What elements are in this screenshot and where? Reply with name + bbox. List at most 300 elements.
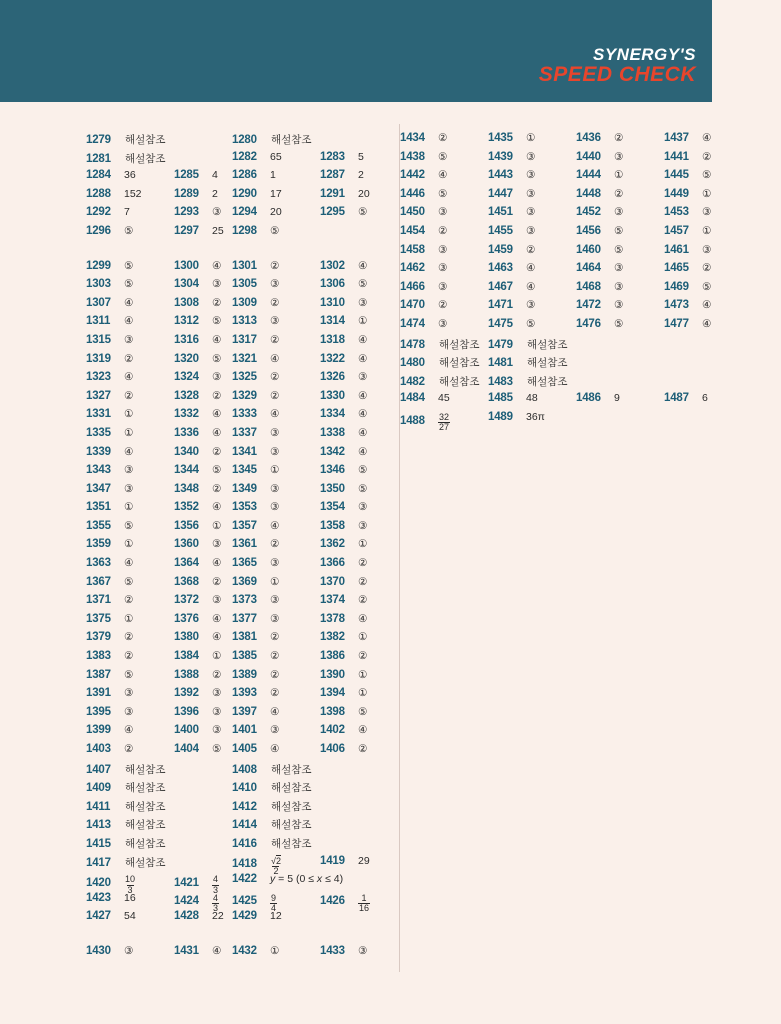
- answer-row: [232, 687, 408, 706]
- answer-cell: [320, 151, 408, 163]
- question-number: 1342: [320, 445, 345, 458]
- answer-value: ③: [212, 705, 222, 718]
- question-number: 1445: [664, 169, 689, 182]
- answer-cell: [320, 334, 408, 346]
- answer-cell: [400, 392, 488, 404]
- answer-cell: [488, 411, 576, 423]
- question-number: 1485: [488, 392, 513, 405]
- answer-cell: [232, 650, 320, 662]
- answer-value: ③: [124, 705, 134, 718]
- answer-cell: [86, 873, 174, 893]
- answer-value: ④: [124, 315, 134, 328]
- answer-cell: [400, 132, 488, 144]
- question-number: 1402: [320, 724, 345, 737]
- answer-value: 2: [212, 187, 218, 200]
- question-number: 1290: [232, 187, 257, 200]
- answer-value: 36: [124, 169, 136, 182]
- answer-value: 45: [438, 392, 450, 405]
- answer-cell: [400, 262, 488, 274]
- answer-value: ③: [526, 150, 536, 163]
- question-number: 1314: [320, 315, 345, 328]
- answer-value: ②: [124, 743, 134, 755]
- question-number: 1431: [174, 944, 199, 957]
- question-number: 1480: [400, 357, 425, 370]
- answer-value: ⑤: [702, 280, 712, 293]
- answer-value: $\frac{√2}{2}$: [271, 855, 281, 876]
- answer-cell: [86, 650, 174, 662]
- question-number: 1304: [174, 278, 199, 291]
- answer-row: [232, 799, 408, 818]
- answer-cell: [232, 169, 320, 181]
- answer-cell: [232, 743, 320, 755]
- question-number: 1352: [174, 501, 199, 514]
- answer-value: ①: [124, 408, 134, 421]
- question-number: 1478: [400, 338, 425, 351]
- answer-cell: [232, 446, 320, 458]
- answer-cell: [86, 594, 174, 606]
- question-number: 1301: [232, 259, 257, 272]
- answer-row: [400, 410, 752, 433]
- question-number: 1335: [86, 426, 111, 439]
- answer-cell: [576, 132, 664, 144]
- answer-cell: [232, 817, 320, 832]
- answer-cell: [488, 188, 576, 200]
- answer-value: ②: [270, 538, 280, 551]
- answer-cell: [86, 799, 174, 814]
- question-number: 1283: [320, 150, 345, 163]
- question-number: 1325: [232, 371, 257, 384]
- question-number: 1467: [488, 280, 513, 293]
- question-number: 1379: [86, 631, 111, 644]
- answer-value: ②: [270, 259, 280, 272]
- answer-row: [400, 188, 752, 207]
- question-number: 1351: [86, 501, 111, 514]
- question-number: 1419: [320, 854, 345, 867]
- answer-cell: [664, 299, 752, 311]
- answer-cell: [86, 836, 174, 851]
- question-number: 1389: [232, 668, 257, 681]
- answer-value: 54: [124, 910, 136, 923]
- answer-row: [232, 427, 408, 446]
- answer-cell: [320, 169, 408, 181]
- answer-value: ⑤: [124, 224, 134, 237]
- question-number: 1353: [232, 501, 257, 514]
- question-number: 1341: [232, 445, 257, 458]
- question-number: 1318: [320, 333, 345, 346]
- answer-value: 해설참조: [271, 782, 312, 795]
- question-number: 1329: [232, 389, 257, 402]
- question-number: 1383: [86, 650, 111, 663]
- answer-row: [232, 520, 408, 539]
- answer-row: [232, 483, 408, 502]
- question-number: 1296: [86, 224, 111, 237]
- question-number: 1377: [232, 612, 257, 625]
- answer-cell: [576, 262, 664, 274]
- question-number: 1443: [488, 169, 513, 182]
- question-number: 1488: [400, 414, 425, 427]
- answer-cell: [232, 724, 320, 736]
- question-number: 1378: [320, 612, 345, 625]
- answer-cell: [320, 557, 408, 569]
- answer-cell: [576, 244, 664, 256]
- answer-row: [400, 337, 752, 356]
- answer-value: 48: [526, 392, 538, 405]
- answer-value: ③: [270, 501, 280, 514]
- question-number: 1412: [232, 800, 257, 813]
- answer-value: 152: [124, 187, 142, 200]
- answer-value: ⑤: [614, 224, 624, 237]
- answer-value: ③: [212, 687, 222, 700]
- question-number: 1324: [174, 371, 199, 384]
- answer-row: [400, 374, 752, 393]
- answer-cell: [400, 169, 488, 181]
- answer-row: [232, 780, 408, 799]
- question-number: 1428: [174, 910, 199, 923]
- question-number: 1437: [664, 132, 689, 144]
- question-number: 1362: [320, 538, 345, 551]
- question-number: 1354: [320, 501, 345, 514]
- answer-cell: [320, 576, 408, 588]
- answer-cell: [488, 206, 576, 218]
- answer-value: ②: [270, 389, 280, 402]
- question-number: 1323: [86, 371, 111, 384]
- answer-value: ④: [270, 705, 280, 718]
- answer-row: [232, 390, 408, 409]
- question-number: 1444: [576, 169, 601, 182]
- question-number: 1429: [232, 910, 257, 923]
- question-number: 1311: [86, 315, 111, 328]
- answer-row: [232, 706, 408, 725]
- question-number: 1343: [86, 464, 111, 477]
- answer-cell: [576, 169, 664, 181]
- question-number: 1317: [232, 333, 257, 346]
- question-number: 1372: [174, 594, 199, 607]
- question-number: 1446: [400, 187, 425, 200]
- question-number: 1471: [488, 299, 513, 312]
- answer-value: ④: [212, 631, 222, 644]
- answer-value: $\frac{4}{3}$: [213, 874, 219, 895]
- question-number: 1465: [664, 262, 689, 275]
- answer-value: ③: [270, 426, 280, 439]
- answer-value: ④: [212, 333, 222, 346]
- answer-value: ④: [438, 169, 448, 182]
- answer-cell: [664, 169, 752, 181]
- answer-cell: [232, 464, 320, 476]
- answer-value: ⑤: [358, 206, 368, 219]
- answer-value: 해설참조: [125, 819, 166, 832]
- question-number: 1438: [400, 150, 425, 163]
- question-number: 1454: [400, 224, 425, 237]
- answer-value: 해설참조: [527, 338, 568, 351]
- answer-value: 25: [212, 224, 224, 237]
- answer-value: ②: [438, 299, 448, 312]
- answer-value: ②: [212, 296, 222, 309]
- question-number: 1396: [174, 705, 199, 718]
- answer-row: [232, 297, 408, 316]
- answer-cell: [86, 464, 174, 476]
- answer-cell: [86, 169, 174, 181]
- answer-value: ③: [358, 371, 368, 384]
- question-number: 1447: [488, 187, 513, 200]
- question-number: 1472: [576, 299, 601, 312]
- answer-row: [232, 188, 408, 207]
- question-number: 1414: [232, 819, 257, 832]
- question-number: 1346: [320, 464, 345, 477]
- answer-value: ③: [212, 538, 222, 551]
- answer-cell: [576, 281, 664, 293]
- question-number: 1279: [86, 134, 111, 146]
- answer-cell: [232, 408, 320, 420]
- answer-value: ③: [438, 243, 448, 256]
- answer-value: ③: [124, 482, 134, 495]
- question-number: 1395: [86, 705, 111, 718]
- answer-cell: [320, 706, 408, 718]
- answer-value: ④: [358, 259, 368, 272]
- question-number: 1367: [86, 575, 111, 588]
- answer-cell: [664, 188, 752, 200]
- answer-value: ④: [358, 352, 368, 365]
- answer-row: [400, 244, 752, 263]
- answer-value: ④: [124, 445, 134, 458]
- answer-cell: [320, 613, 408, 625]
- question-number: 1482: [400, 375, 425, 388]
- answer-value: ①: [358, 631, 368, 644]
- answer-cell: [320, 743, 408, 755]
- answer-cell: [86, 353, 174, 365]
- answer-value: ②: [124, 650, 134, 663]
- question-number: 1404: [174, 743, 199, 755]
- answer-value: 2: [358, 169, 364, 182]
- answer-value: ④: [358, 408, 368, 421]
- answer-cell: [576, 225, 664, 237]
- answer-value: 해설참조: [125, 856, 166, 869]
- answer-row: [400, 151, 752, 170]
- answer-cell: [86, 576, 174, 588]
- answer-cell: [232, 945, 320, 957]
- answer-value: 5: [358, 150, 364, 163]
- question-number: 1423: [86, 891, 111, 904]
- answer-cell: [232, 390, 320, 402]
- answer-value: ③: [270, 557, 280, 570]
- answer-value: ②: [212, 668, 222, 681]
- answer-cell: [320, 855, 408, 867]
- question-number: 1338: [320, 426, 345, 439]
- answer-cell: [320, 631, 408, 643]
- answer-value: ①: [702, 224, 712, 237]
- answer-cell: [400, 206, 488, 218]
- answer-cell: [488, 169, 576, 181]
- answer-value: 20: [270, 206, 282, 219]
- answer-value: ③: [358, 501, 368, 514]
- answer-value: ③: [614, 280, 624, 293]
- answer-cell: [320, 427, 408, 439]
- answer-value: ⑤: [124, 575, 134, 588]
- answer-cell: [86, 817, 174, 832]
- answer-value: ③: [438, 262, 448, 275]
- answer-cell: [232, 315, 320, 327]
- question-number: 1349: [232, 482, 257, 495]
- answer-value: ⑤: [358, 464, 368, 477]
- answer-cell: [320, 260, 408, 272]
- answer-row: [232, 151, 408, 170]
- answer-cell: [320, 520, 408, 532]
- question-number: 1386: [320, 650, 345, 663]
- answer-value: ②: [124, 352, 134, 365]
- answer-row: [232, 260, 408, 279]
- answer-value: $\frac{4}{3}$: [213, 892, 219, 914]
- question-number: 1487: [664, 392, 689, 405]
- answer-value: 해설참조: [125, 782, 166, 795]
- answer-value: 해설참조: [439, 375, 480, 388]
- question-number: 1356: [174, 519, 199, 532]
- question-number: 1392: [174, 687, 199, 700]
- answer-value: ③: [270, 724, 280, 737]
- answer-value: ①: [270, 575, 280, 588]
- question-number: 1332: [174, 408, 199, 421]
- answer-column-middle: [232, 132, 408, 964]
- answer-cell: [232, 334, 320, 346]
- answer-value: ④: [526, 262, 536, 275]
- question-number: 1308: [174, 296, 199, 309]
- answer-cell: [400, 318, 488, 330]
- question-number: 1285: [174, 169, 199, 182]
- answer-value: 22: [212, 910, 224, 923]
- answer-cell: [232, 631, 320, 643]
- answer-value: ③: [526, 187, 536, 200]
- answer-row: [232, 892, 408, 914]
- answer-cell: [86, 687, 174, 699]
- answer-row: [400, 392, 752, 411]
- answer-value: ③: [614, 206, 624, 219]
- question-number: 1413: [86, 819, 111, 832]
- question-number: 1464: [576, 262, 601, 275]
- answer-value: ②: [270, 687, 280, 700]
- question-number: 1364: [174, 557, 199, 570]
- question-number: 1326: [320, 371, 345, 384]
- question-number: 1451: [488, 206, 513, 219]
- question-number: 1310: [320, 296, 345, 309]
- answer-cell: [86, 315, 174, 327]
- answer-cell: [232, 687, 320, 699]
- answer-value: ①: [270, 464, 280, 477]
- answer-value: ②: [212, 445, 222, 458]
- answer-cell: [86, 780, 174, 795]
- answer-cell: [86, 724, 174, 736]
- question-number: 1292: [86, 206, 111, 219]
- answer-value: 해설참조: [125, 763, 166, 776]
- question-number: 1385: [232, 650, 257, 663]
- answer-value: 65: [270, 150, 282, 163]
- question-number: 1469: [664, 280, 689, 293]
- answer-value: ⑤: [614, 317, 624, 330]
- answer-value: ③: [614, 299, 624, 312]
- answer-row: [232, 594, 408, 613]
- question-number: 1450: [400, 206, 425, 219]
- answer-row: [232, 371, 408, 390]
- answer-cell: [488, 299, 576, 311]
- answer-value: ⑤: [212, 315, 222, 328]
- answer-cell: [664, 225, 752, 237]
- answer-value: ③: [702, 243, 712, 256]
- answer-row: [232, 576, 408, 595]
- answer-cell: [320, 650, 408, 662]
- question-number: 1409: [86, 782, 111, 795]
- answer-value: ③: [614, 150, 624, 163]
- answer-cell: [320, 724, 408, 736]
- answer-cell: [320, 446, 408, 458]
- answer-value: ③: [526, 206, 536, 219]
- answer-cell: [232, 669, 320, 681]
- question-number: 1415: [86, 837, 111, 850]
- question-number: 1368: [174, 575, 199, 588]
- answer-value: ④: [212, 944, 222, 957]
- answer-row: [400, 262, 752, 281]
- answer-value: ④: [270, 743, 280, 755]
- answer-value: ⑤: [124, 519, 134, 532]
- answer-value: ③: [358, 944, 368, 957]
- question-number: 1442: [400, 169, 425, 182]
- answer-value: ②: [212, 575, 222, 588]
- answer-value: 해설참조: [125, 837, 166, 850]
- answer-cell: [232, 613, 320, 625]
- answer-cell: [400, 281, 488, 293]
- answer-value: ①: [702, 187, 712, 200]
- question-number: 1403: [86, 743, 111, 755]
- answer-cell: [488, 355, 576, 370]
- answer-cell: [320, 206, 408, 218]
- answer-value: ①: [358, 668, 368, 681]
- question-number: 1303: [86, 278, 111, 291]
- question-number: 1281: [86, 152, 111, 165]
- answer-value: ⑤: [702, 169, 712, 182]
- answer-value: ③: [270, 445, 280, 458]
- question-number: 1489: [488, 410, 513, 423]
- answer-cell: [320, 669, 408, 681]
- answer-cell: [86, 538, 174, 550]
- answer-value: ④: [270, 408, 280, 421]
- question-number: 1421: [174, 876, 199, 889]
- question-number: 1363: [86, 557, 111, 570]
- question-number: 1393: [232, 687, 257, 700]
- answer-value: ②: [358, 575, 368, 588]
- answer-value: 해설참조: [527, 375, 568, 388]
- question-number: 1345: [232, 464, 257, 477]
- answer-value: 6: [702, 392, 708, 405]
- answer-value: ④: [358, 724, 368, 737]
- answer-value: $\frac{9}{4}$: [271, 892, 277, 914]
- answer-cell: [576, 318, 664, 330]
- question-number: 1455: [488, 224, 513, 237]
- answer-value: 12: [270, 910, 282, 923]
- answer-cell: [86, 557, 174, 569]
- row-spacer: [232, 929, 408, 945]
- answer-cell: [232, 188, 320, 200]
- answer-value: ②: [270, 333, 280, 346]
- answer-value: ③: [358, 519, 368, 532]
- answer-value: 1: [270, 169, 276, 182]
- answer-value: ③: [212, 371, 222, 384]
- question-number: 1407: [86, 763, 111, 776]
- answer-row: [232, 206, 408, 225]
- answer-cell: [86, 260, 174, 272]
- question-number: 1473: [664, 299, 689, 312]
- answer-cell: [86, 188, 174, 200]
- answer-cell: [86, 669, 174, 681]
- answer-cell: [400, 225, 488, 237]
- question-number: 1397: [232, 705, 257, 718]
- answer-row: [400, 281, 752, 300]
- answer-value: ④: [270, 352, 280, 365]
